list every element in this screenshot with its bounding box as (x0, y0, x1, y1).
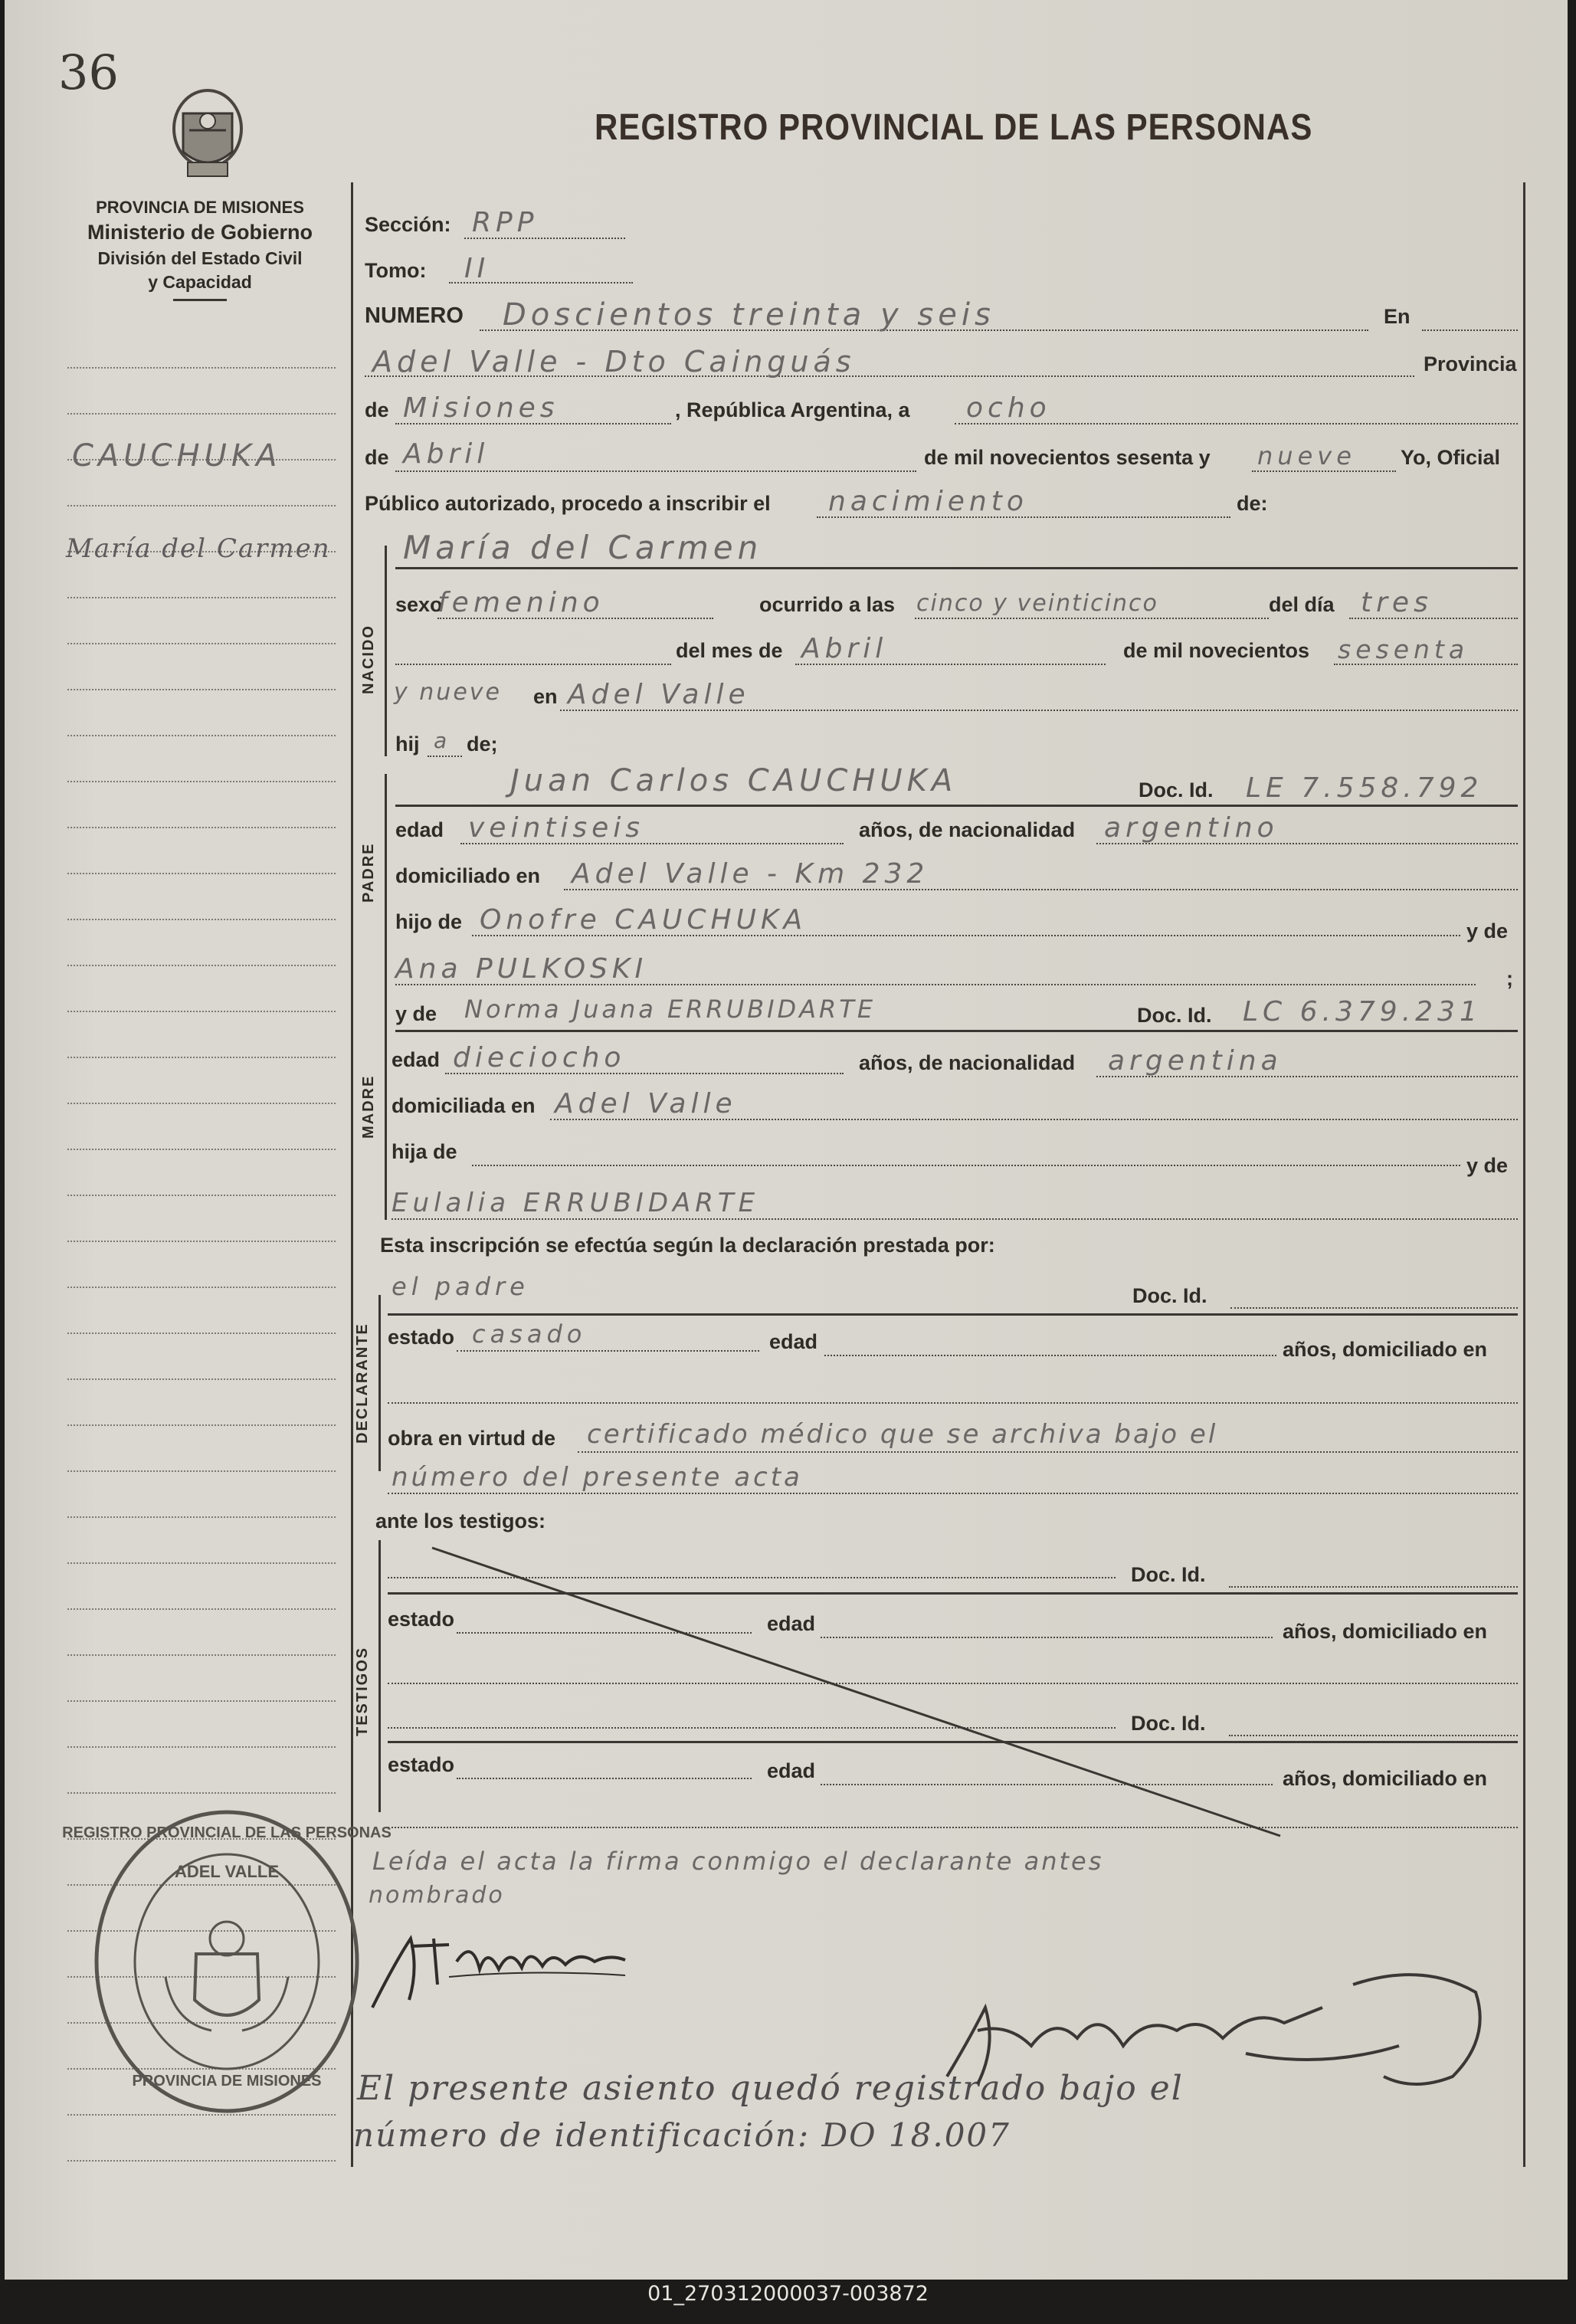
margin-rule-line (67, 1424, 336, 1426)
value-dia-nac: tres (1361, 587, 1433, 618)
value-padre-edad: veintiseis (468, 812, 645, 844)
margin-rule-line (67, 2159, 336, 2162)
closing-line-1: Leída el acta la firma conmigo el declarante antes (372, 1847, 1104, 1876)
value-padre-nombre: Juan Carlos CAUCHUKA (510, 763, 958, 798)
coat-of-arms-icon (162, 83, 254, 190)
value-padre-padre: Onofre CAUCHUKA (480, 904, 808, 936)
issuer-capacity: y Capacidad (148, 272, 252, 292)
value-madre-nombre: Norma Juana ERRUBIDARTE (464, 995, 876, 1024)
label-seccion: Sección: (365, 213, 451, 236)
label-del-mes: del mes de (676, 639, 783, 662)
page-number: 36 (58, 44, 119, 100)
label-obra: obra en virtud de (388, 1427, 556, 1450)
label-dom-t1: años, domiciliado en (1283, 1620, 1488, 1643)
label-ante-testigos: ante los testigos: (375, 1509, 546, 1532)
value-declarante: el padre (392, 1272, 529, 1301)
label-doc-madre: Doc. Id. (1137, 1004, 1212, 1027)
label-de-1: de (365, 398, 389, 421)
value-lugar-nac: Adel Valle (568, 679, 750, 710)
section-padre: PADRE (360, 842, 377, 903)
value-padre-domicilio: Adel Valle - Km 232 (572, 858, 929, 890)
issuer-division: División del Estado Civil (97, 248, 303, 268)
label-y-de-madre-2: y de (1466, 1154, 1509, 1177)
value-hora: cinco y veinticinco (916, 590, 1158, 617)
label-edad-t2: edad (767, 1759, 816, 1782)
closing-line-2: nombrado (369, 1882, 505, 1909)
margin-rule-line (67, 642, 336, 644)
label-nac-madre: años, de nacionalidad (859, 1051, 1076, 1074)
section-nacido: NACIDO (360, 624, 377, 694)
label-hij: hij (395, 733, 420, 756)
label-hijo-de: hijo de (395, 910, 462, 933)
label-domicilio-madre: domiciliada en (392, 1094, 536, 1117)
value-provincia: Misiones (403, 392, 559, 424)
margin-rule-line (67, 1470, 336, 1472)
value-madre-domicilio: Adel Valle (555, 1088, 737, 1119)
label-publico: Público autorizado, procedo a inscribir el (365, 492, 771, 515)
declarant-signature (365, 1916, 656, 2015)
label-en-nac: en (533, 685, 558, 708)
margin-rule-line (67, 1286, 336, 1288)
margin-rule-line (67, 1010, 336, 1012)
value-mes: Abril (403, 438, 490, 470)
label-estado-t1: estado (388, 1608, 455, 1631)
margin-rule-line (67, 1194, 336, 1196)
label-doc-padre: Doc. Id. (1139, 778, 1214, 801)
label-edad-madre: edad (392, 1048, 441, 1071)
margin-rule-line (67, 780, 336, 782)
margin-rule-line (67, 826, 336, 828)
value-anio: nueve (1257, 441, 1356, 470)
value-nombre: María del Carmen (403, 529, 763, 566)
margin-rule-line (67, 1700, 336, 1702)
label-doc-testigo-1: Doc. Id. (1131, 1563, 1206, 1586)
margin-rule-line (67, 1056, 336, 1058)
value-lugar: Adel Valle - Dto Cainguás (372, 345, 856, 379)
cancel-stroke (418, 1539, 1299, 1845)
label-de-mil-nov: de mil novecientos (1123, 639, 1310, 662)
seal-ring-text: REGISTRO PROVINCIAL DE LAS PERSONAS (62, 1824, 392, 1841)
label-numero: NUMERO (365, 303, 464, 328)
label-nac-padre: años, de nacionalidad (859, 818, 1076, 841)
value-obra-2: número del presente acta (392, 1462, 803, 1493)
label-domicilio-padre: domiciliado en (395, 864, 541, 887)
section-declarante: DECLARANTE (354, 1323, 371, 1444)
label-de-colon: de: (1237, 492, 1268, 515)
label-edad-decl: edad (769, 1330, 818, 1353)
label-sexo: sexo (395, 593, 443, 616)
official-seal (62, 1801, 392, 2122)
label-dom-decl: años, domiciliado en (1283, 1338, 1488, 1361)
margin-rule-line (67, 1791, 336, 1794)
margin-given-name: María del Carmen (66, 533, 331, 564)
margin-rule-line (67, 1745, 336, 1748)
label-de-mil: de mil novecientos sesenta y (924, 446, 1211, 469)
margin-rule-line (67, 366, 336, 369)
label-y-de-padre: y de (1466, 919, 1509, 942)
value-padre-doc: LE 7.558.792 (1246, 772, 1483, 804)
label-declaracion: Esta inscripción se efectúa según la declaración prestada por: (380, 1234, 995, 1257)
label-edad-t1: edad (767, 1612, 816, 1635)
value-madre-madre: Eulalia ERRUBIDARTE (392, 1188, 760, 1218)
section-testigos: TESTIGOS (354, 1646, 371, 1736)
seal-bottom-text: PROVINCIA DE MISIONES (132, 2073, 322, 2090)
closing-line-4: número de identificación: DO 18.007 (353, 2116, 1011, 2154)
value-padre-nacionalidad: argentino (1104, 812, 1279, 844)
value-anio-nac-b: y nueve (394, 679, 502, 706)
margin-rule-line (67, 596, 336, 598)
issuer-province: PROVINCIA DE MISIONES (96, 198, 304, 217)
margin-rule-line (67, 872, 336, 874)
margin-rule-line (67, 964, 336, 966)
label-ocurrido: ocurrido a las (759, 593, 896, 616)
label-del-dia: del día (1269, 593, 1335, 616)
label-hija-de: hija de (392, 1140, 457, 1163)
value-sexo: femenino (437, 587, 605, 618)
margin-rule-line (67, 918, 336, 920)
margin-rule-line (67, 1148, 336, 1150)
label-dom-t2: años, domiciliado en (1283, 1767, 1488, 1790)
margin-rule-line (67, 688, 336, 690)
margin-rule-line (67, 1332, 336, 1334)
margin-rule-line (67, 1516, 336, 1518)
margin-rule-line (67, 1240, 336, 1242)
label-estado-decl: estado (388, 1326, 455, 1349)
label-doc-testigo-2: Doc. Id. (1131, 1712, 1206, 1735)
official-signature (924, 1962, 1506, 2107)
document-title: REGISTRO PROVINCIAL DE LAS PERSONAS (595, 106, 1313, 148)
value-hij-suffix: a (434, 728, 452, 753)
seal-inner-text: ADEL VALLE (174, 1862, 280, 1881)
margin-rule-line (67, 1562, 336, 1564)
value-dia: ocho (966, 392, 1051, 424)
value-tomo: II (464, 253, 490, 284)
value-madre-edad: dieciocho (453, 1042, 626, 1073)
value-acto: nacimiento (828, 486, 1028, 517)
margin-rule-line (67, 1102, 336, 1104)
image-caption: 01_270312000037-003872 (647, 2282, 929, 2306)
value-anio-nac-a: sesenta (1338, 634, 1470, 664)
margin-rule-line (67, 1654, 336, 1656)
value-numero: Doscientos treinta y seis (503, 297, 995, 333)
value-madre-nacionalidad: argentina (1108, 1045, 1283, 1077)
margin-rule-line (67, 504, 336, 506)
label-provincia: Provincia (1424, 352, 1517, 375)
label-edad-padre: edad (395, 818, 444, 841)
issuer-block (51, 198, 349, 301)
section-madre: MADRE (360, 1074, 377, 1139)
register-page (5, 0, 1568, 2280)
margin-rule-line (67, 1378, 336, 1380)
margin-rule-line (67, 734, 336, 736)
label-y-de-madre: y de (395, 1002, 437, 1025)
margin-surname: CAUCHUKA (72, 438, 282, 474)
label-doc-declarante: Doc. Id. (1132, 1284, 1207, 1307)
margin-rule-line (67, 1608, 336, 1610)
label-republica: , República Argentina, a (675, 398, 910, 421)
label-estado-t2: estado (388, 1753, 455, 1776)
value-obra-1: certificado médico que se archiva bajo el (587, 1419, 1218, 1450)
margin-rule-line (67, 412, 336, 415)
closing-line-3: El presente asiento quedó registrado bajo el (357, 2069, 1184, 2108)
issuer-ministry: Ministerio de Gobierno (87, 221, 313, 244)
label-tomo: Tomo: (365, 259, 427, 282)
label-en: En (1384, 305, 1411, 328)
label-de-2: de (365, 446, 389, 469)
label-semicolon: ; (1506, 967, 1513, 990)
value-mes-nac: Abril (801, 633, 888, 664)
value-padre-madre: Ana PULKOSKI (395, 953, 648, 985)
value-declarante-estado: casado (472, 1319, 587, 1349)
label-yo-oficial: Yo, Oficial (1401, 446, 1501, 469)
value-madre-doc: LC 6.379.231 (1243, 996, 1482, 1028)
label-de-semi: de; (467, 733, 498, 756)
value-seccion: RPP (472, 207, 539, 238)
